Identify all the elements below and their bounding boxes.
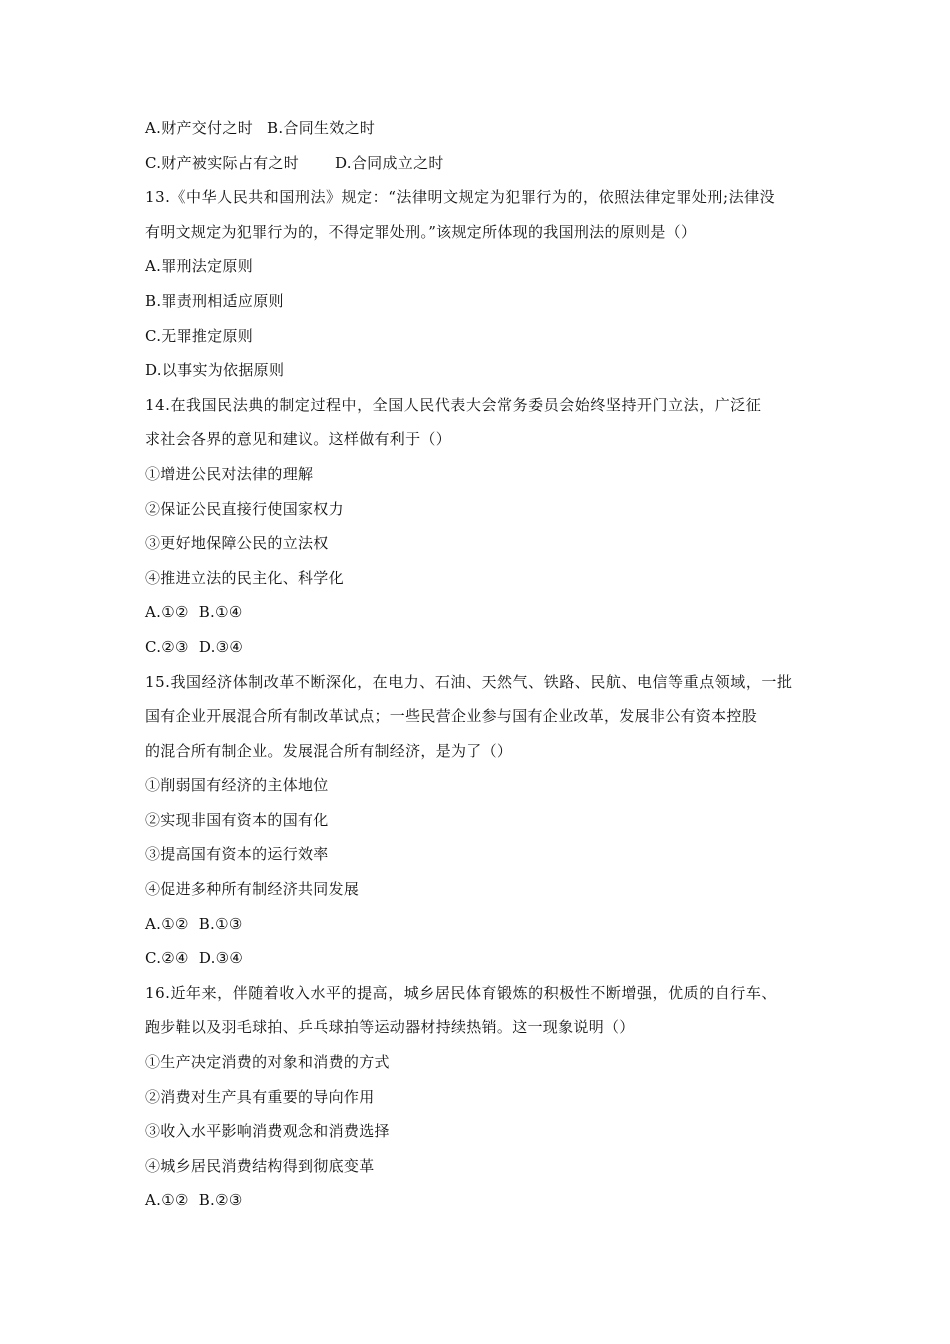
- q16-stem-line-2: 跑步鞋以及羽毛球拍、乒乓球拍等运动器材持续热销。这一现象说明（）: [145, 1018, 635, 1037]
- q16-options-row-1: [145, 1183, 815, 1218]
- q12-option-b: B.合同生效之时: [267, 119, 376, 137]
- q14-option-d: D.③④: [198, 637, 244, 656]
- q16-option-a: A.①②: [145, 1191, 189, 1210]
- q15-option-d: D.③④: [198, 949, 244, 968]
- q15-option-a: A.①②: [145, 914, 189, 933]
- q15-statement-4: ④促进多种所有制经济共同发展: [145, 880, 360, 899]
- q13-stem-line-2: 有明文规定为犯罪行为的，不得定罪处刑。”该规定所体现的我国刑法的原则是（）: [145, 222, 697, 241]
- q15-statement-3: ③提高国有资本的运行效率: [145, 845, 329, 864]
- q13-option-b: B.罪责刑相适应原则: [145, 291, 284, 310]
- q16-statement-3: ③收入水平影响消费观念和消费选择: [145, 1122, 390, 1141]
- q13-stem-line-1: 13.《中华人民共和国刑法》规定：“法律明文规定为犯罪行为的，依照法律定罪处刑;法律没: [145, 188, 776, 207]
- q14-option-b: B.①④: [198, 603, 243, 622]
- q12-option-c: C.财产被实际占有之时: [145, 153, 300, 172]
- q14-stem-line-1: 14.在我国民法典的制定过程中，全国人民代表大会常务委员会始终坚持开门立法，广泛征: [145, 395, 762, 414]
- q14-option-c: C.②③: [145, 637, 189, 656]
- q16-statement-1: ①生产决定消费的对象和消费的方式: [145, 1053, 390, 1072]
- q14-stem-line-2: 求社会各界的意见和建议。这样做有利于（）: [145, 430, 452, 449]
- q13-option-d: D.以事实为依据原则: [145, 361, 285, 380]
- q14-options-row-1: [145, 595, 815, 630]
- q16-stem-line-1: 16.近年来，伴随着收入水平的提高，城乡居民体育锻炼的积极性不断增强，优质的自行车、: [145, 983, 777, 1002]
- exam-content: [145, 111, 815, 1218]
- q12-option-a: A.财产交付之时: [145, 119, 254, 137]
- q14-option-a: A.①②: [145, 603, 189, 622]
- q14-options-row-2: [145, 630, 815, 665]
- q12-options-row-2: [145, 146, 815, 181]
- q12-option-d: D.合同成立之时: [335, 153, 444, 172]
- q14-statement-2: ②保证公民直接行使国家权力: [145, 499, 344, 518]
- q16-option-b: B.②③: [198, 1191, 243, 1210]
- q15-stem-line-1: 15.我国经济体制改革不断深化，在电力、石油、天然气、铁路、民航、电信等重点领域，一批: [145, 672, 793, 691]
- q13-option-c: C.无罪推定原则: [145, 326, 254, 345]
- q14-statement-3: ③更好地保障公民的立法权: [145, 534, 329, 553]
- q16-statement-4: ④城乡居民消费结构得到彻底变革: [145, 1156, 375, 1175]
- q12-options-row-1: [145, 111, 815, 146]
- q15-option-b: B.①③: [198, 914, 243, 933]
- q13-option-a: A.罪刑法定原则: [145, 257, 254, 276]
- q15-options-row-1: [145, 907, 815, 942]
- q15-stem-line-2: 国有企业开展混合所有制改革试点；一些民营企业参与国有企业改革，发展非公有资本控股: [145, 707, 758, 726]
- q15-statement-2: ②实现非国有资本的国有化: [145, 810, 329, 829]
- q16-statement-2: ②消费对生产具有重要的导向作用: [145, 1087, 375, 1106]
- q15-options-row-2: [145, 941, 815, 976]
- q14-statement-4: ④推进立法的民主化、科学化: [145, 568, 344, 587]
- q14-statement-1: ①增进公民对法律的理解: [145, 464, 314, 483]
- q15-stem-line-3: 的混合所有制企业。发展混合所有制经济，是为了（）: [145, 741, 513, 760]
- q15-option-c: C.②④: [145, 949, 189, 968]
- q15-statement-1: ①削弱国有经济的主体地位: [145, 776, 329, 795]
